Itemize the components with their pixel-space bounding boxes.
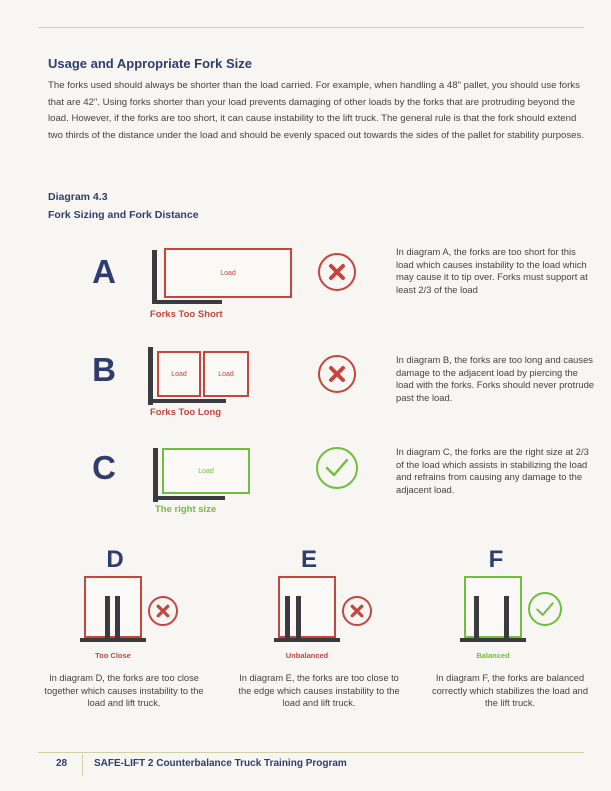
load-box-left [157, 351, 201, 397]
diagram-number: Diagram 4.3 [48, 191, 108, 203]
footer-title: SAFE-LIFT 2 Counterbalance Truck Training Program [94, 758, 347, 769]
diagram-a-figure [152, 244, 302, 304]
page-number: 28 [56, 758, 68, 769]
x-icon [318, 253, 356, 291]
fork-left [474, 596, 479, 638]
x-icon [342, 596, 372, 626]
diagram-b-letter: B [92, 351, 116, 388]
diagram-a-caption: Forks Too Short [150, 309, 223, 320]
load-box [162, 448, 250, 494]
fork-carriage [274, 638, 340, 642]
load-label: Load [218, 370, 234, 378]
diagram-title: Fork Sizing and Fork Distance [48, 209, 199, 221]
fork-mast [153, 448, 158, 502]
fork-right [115, 596, 120, 638]
fork-mast [152, 250, 157, 304]
load-label: Load [171, 370, 187, 378]
fork-right [504, 596, 509, 638]
fork-left [285, 596, 290, 638]
fork-carriage [460, 638, 526, 642]
fork-carriage [80, 638, 146, 642]
check-icon [316, 447, 358, 489]
fork-right [296, 596, 301, 638]
load-box [164, 248, 292, 298]
diagram-f-letter: F [488, 546, 504, 573]
diagram-d-letter: D [106, 546, 124, 573]
diagram-heading [48, 188, 199, 224]
x-icon [318, 355, 356, 393]
check-icon [528, 592, 562, 626]
diagram-b-figure [148, 345, 258, 405]
diagram-e-letter: E [300, 546, 317, 573]
x-icon [148, 596, 178, 626]
top-rule [38, 27, 584, 28]
diagram-e-description: In diagram E, the forks are too close to the edge which causes instability to the load and lift truck. [238, 673, 400, 708]
fork-blade [153, 496, 225, 500]
diagram-f-description: In diagram F, the forks are balanced correctly which stabilizes the load and the lift truck. [431, 673, 589, 708]
fork-blade [152, 300, 222, 304]
footer-rule [38, 752, 584, 753]
load-label: Load [220, 269, 236, 277]
load-label: Load [198, 467, 214, 475]
section-heading: Usage and Appropriate Fork Size [48, 56, 252, 71]
footer-separator [82, 754, 83, 776]
fork-mast [148, 347, 153, 405]
diagram-c-letter: C [92, 449, 116, 486]
load-box-right [203, 351, 249, 397]
diagram-c-caption: The right size [155, 504, 217, 515]
intro-paragraph: The forks used should always be shorter than the load carried. For example, when handling a 48" pallet, you should use forks that are 42". Using forks shorter than your load prevents damaging of other loads by the forks that are protruding beyond the load. However, if the forks are too short, it can cause instability to the lift truck. The general rule is that the fork should extend two thirds of the distance under the load and should be evenly spaced out towards the sides of the pallet for stability purposes. [48, 80, 584, 141]
fork-left [105, 596, 110, 638]
diagram-d-figure [80, 576, 178, 648]
diagram-e-figure [274, 576, 372, 648]
diagram-e-caption: Unbalanced [285, 651, 329, 660]
fork-blade [148, 399, 226, 403]
diagram-d-description: In diagram D, the forks are too close together which causes instability to the load and lift truck. [44, 673, 204, 708]
diagram-b-caption: Forks Too Long [150, 407, 222, 418]
diagram-a-description: In diagram A, the forks are too short for this load which causes instability to the load which may cause it to tip over. Forks must support at least 2/3 of the load [396, 246, 588, 295]
diagram-d-caption: Too Close [95, 651, 131, 660]
diagram-c-figure [153, 444, 253, 502]
diagram-f-figure [460, 576, 570, 648]
diagram-c-description: In diagram C, the forks are the right size at 2/3 of the load which assists in stabilizing the load and refrains from causing any damage to the adjacent load. [396, 446, 589, 495]
load-box [464, 576, 522, 638]
diagram-b-description: In diagram B, the forks are too long and causes damage to the adjacent load by piercing the load with the forks. Forks should never protrude past the load. [396, 354, 595, 403]
diagram-a-letter: A [92, 253, 116, 290]
diagram-f-caption: Balanced [476, 651, 510, 660]
load-box [84, 576, 142, 638]
